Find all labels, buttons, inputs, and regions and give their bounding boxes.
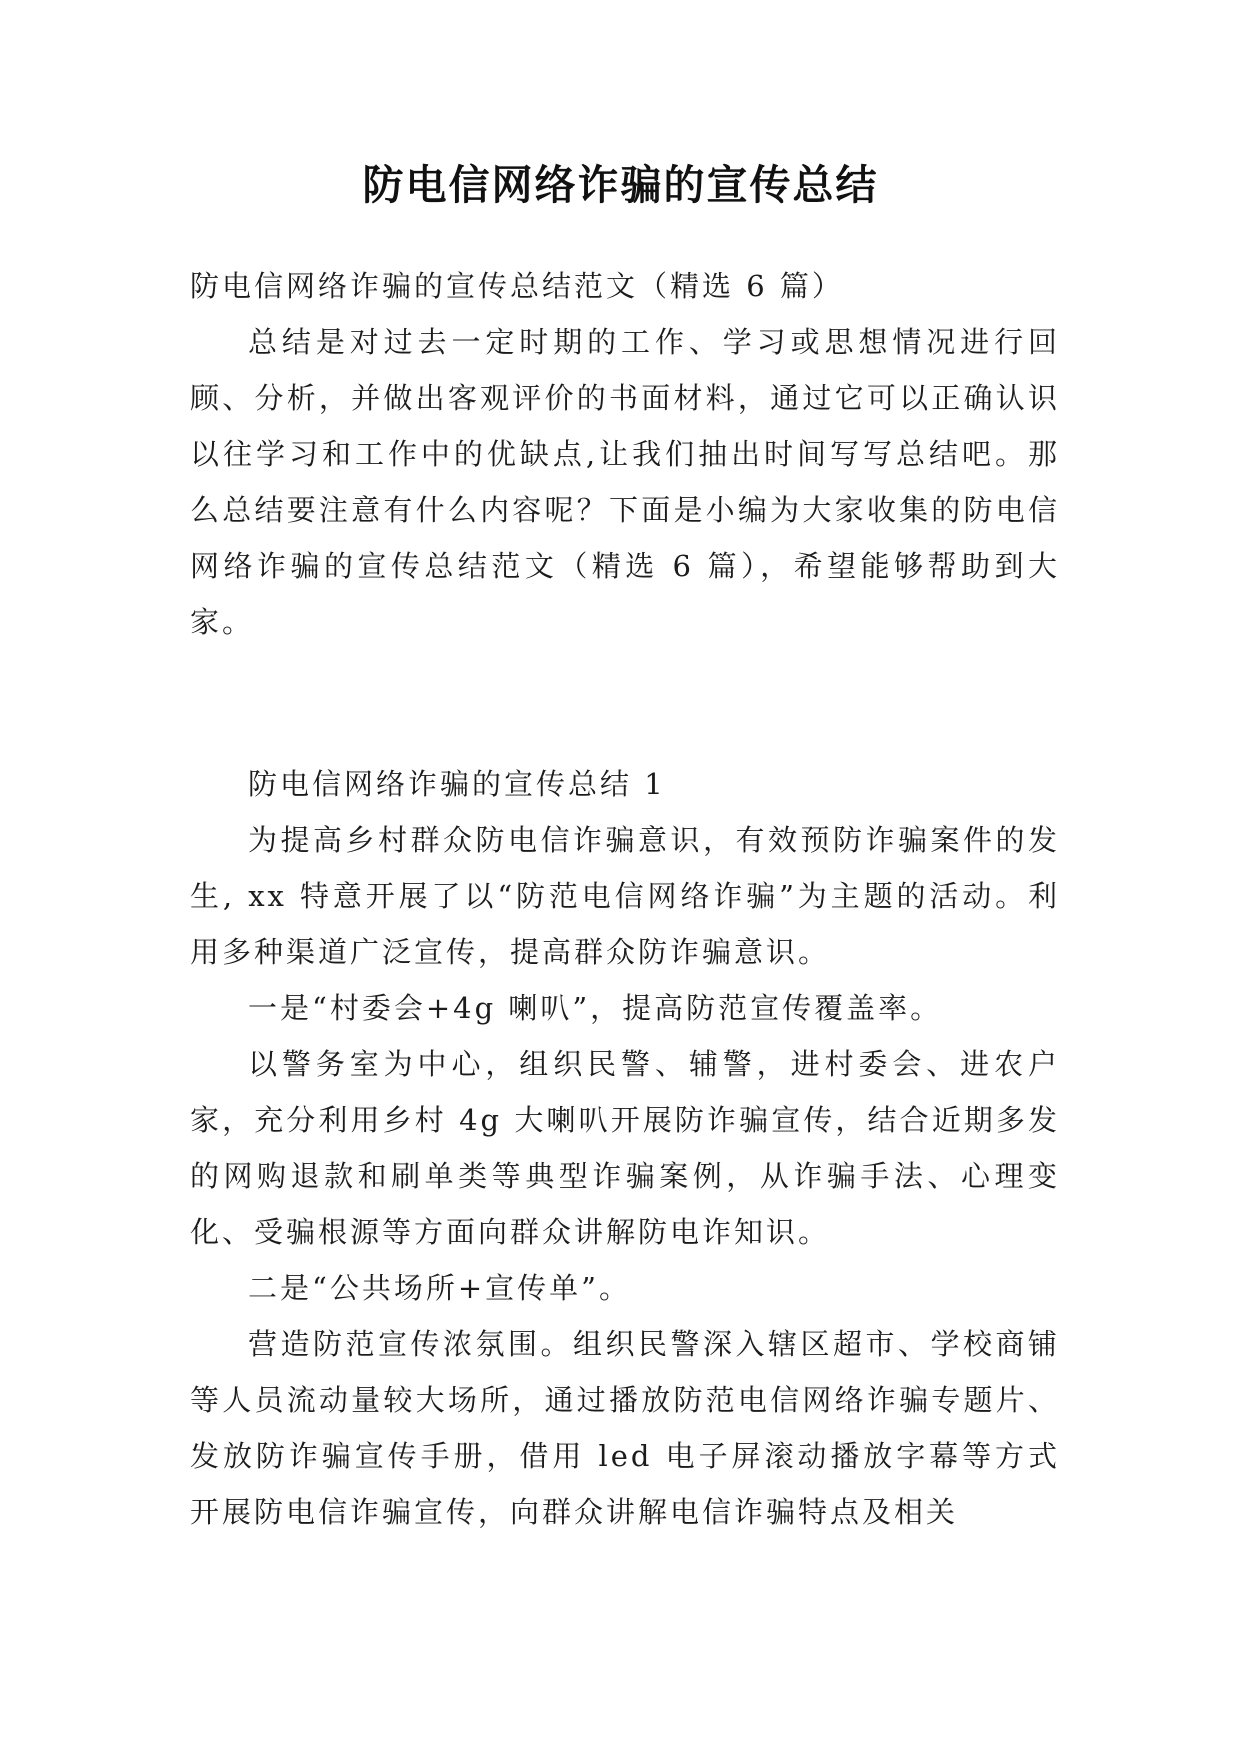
body-paragraph: 为提高乡村群众防电信诈骗意识，有效预防诈骗案件的发生, xx 特意开展了以“防范电信网络诈骗”为主题的活动。利用多种渠道广泛宣传，提高群众防诈骗意识。 (190, 823, 1060, 969)
intro-block (190, 258, 1060, 650)
section-block (190, 756, 1060, 1540)
body-paragraph: 以警务室为中心，组织民警、辅警，进村委会、进农户家，充分利用乡村 4g 大喇叭开展防诈骗宣传，结合近期多发的网购退款和刷单类等典型诈骗案例，从诈骗手法、心理变化、受骗根源等方面向群众讲解防电诈知识。 (190, 1047, 1060, 1249)
intro-paragraph: 总结是对过去一定时期的工作、学习或思想情况进行回顾、分析，并做出客观评价的书面材料，通过它可以正确认识以往学习和工作中的优缺点,让我们抽出时间写写总结吧。那么总结要注意有什么内容呢？下面是小编为大家收集的防电信网络诈骗的宣传总结范文（精选 6 篇），希望能够帮助到大家。 (190, 325, 1060, 639)
body-paragraph: 一是“村委会+4g 喇叭”，提高防范宣传覆盖率。 (248, 991, 943, 1025)
body-paragraph: 营造防范宣传浓氛围。组织民警深入辖区超市、学校商铺等人员流动量较大场所，通过播放防范电信网络诈骗专题片、发放防诈骗宣传手册，借用 led 电子屏滚动播放字幕等方式开展防电信诈骗宣传，向群众讲解电信诈骗特点及相关 (190, 1327, 1060, 1529)
body-paragraph: 二是“公共场所+宣传单”。 (248, 1271, 631, 1305)
document-subtitle: 防电信网络诈骗的宣传总结范文（精选 6 篇） (190, 269, 844, 303)
section-heading: 防电信网络诈骗的宣传总结 1 (248, 767, 666, 801)
document-title: 防电信网络诈骗的宣传总结 (362, 161, 879, 209)
